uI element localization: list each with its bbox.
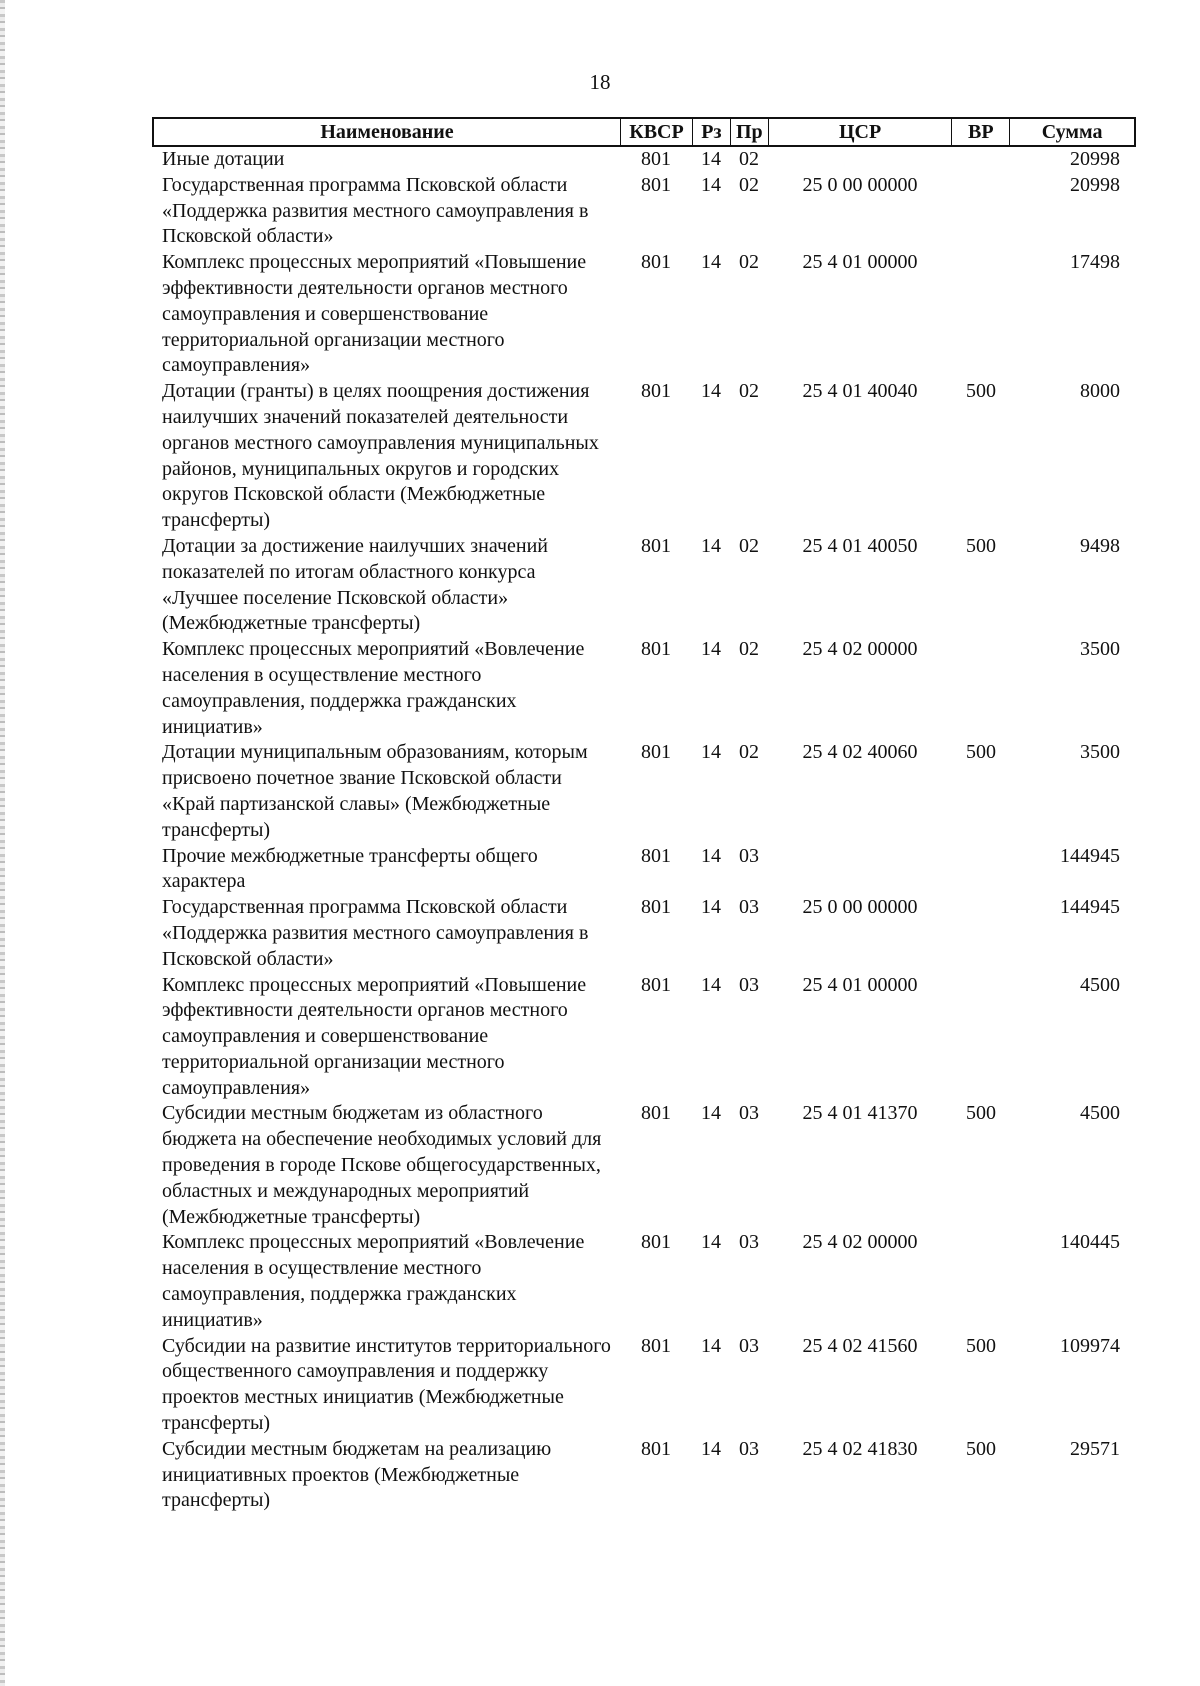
row-csr: 25 4 02 40060 [802, 741, 918, 764]
table-row [152, 250, 1136, 379]
table-row [152, 1101, 1136, 1230]
row-kvsr: 801 [641, 173, 671, 196]
row-rz: 14 [701, 741, 721, 764]
row-kvsr: 801 [641, 1437, 671, 1460]
header-vr: ВР [952, 119, 1010, 145]
row-sum: 109974 [1060, 1334, 1120, 1357]
header-pr: Пр [731, 119, 769, 145]
row-kvsr: 801 [641, 741, 671, 764]
header-csr: ЦСР [769, 119, 953, 145]
row-pr: 03 [739, 896, 759, 919]
row-name: Иные дотации [162, 148, 285, 170]
row-vr [952, 637, 1010, 740]
budget-table [152, 117, 1136, 1514]
row-pr: 02 [739, 251, 759, 274]
table-row [152, 147, 1136, 173]
row-kvsr: 801 [641, 534, 671, 557]
row-csr: 25 0 00 00000 [802, 896, 918, 919]
table-row [152, 379, 1136, 534]
row-vr: 500 [966, 380, 996, 403]
row-kvsr: 801 [641, 896, 671, 919]
table-header [152, 117, 1136, 147]
row-pr: 03 [739, 1102, 759, 1125]
table-row [152, 173, 1136, 250]
row-csr [768, 147, 952, 173]
row-csr: 25 4 02 00000 [802, 638, 918, 661]
row-pr: 02 [739, 534, 759, 557]
row-name: Субсидии местным бюджетам на реализацию инициативных проектов (Межбюджетные трансферты) [162, 1437, 552, 1512]
row-rz: 14 [701, 1102, 721, 1125]
row-sum: 17498 [1070, 251, 1120, 274]
row-kvsr: 801 [641, 1231, 671, 1254]
row-rz: 14 [701, 251, 721, 274]
table-row [152, 637, 1136, 740]
row-pr: 03 [739, 1231, 759, 1254]
row-name: Субсидии на развитие институтов территориального общественного самоуправления и поддержку проектов местных инициатив (Межбюджетные трансферты) [162, 1334, 611, 1435]
row-rz: 14 [701, 1231, 721, 1254]
row-vr [952, 895, 1010, 972]
header-sum: Сумма [1041, 121, 1103, 143]
row-csr: 25 4 01 41370 [802, 1102, 918, 1125]
row-kvsr: 801 [641, 638, 671, 661]
row-name: Дотации (гранты) в целях поощрения достижения наилучших значений показателей деятельности органов местного самоуправления муниципальных районов, муниципальных округов и городских округов Псковской области (Межбюджетные трансферты) [162, 380, 599, 532]
row-pr: 03 [739, 973, 759, 996]
row-kvsr: 801 [641, 1334, 671, 1357]
row-csr: 25 4 02 41560 [802, 1334, 918, 1357]
row-rz: 14 [701, 844, 721, 867]
row-sum: 144945 [1060, 844, 1120, 867]
row-sum: 3500 [1080, 638, 1120, 661]
row-pr: 02 [739, 148, 759, 170]
row-pr: 03 [739, 1334, 759, 1357]
row-vr: 500 [966, 741, 996, 764]
row-name: Дотации за достижение наилучших значений показателей по итогам областного конкурса «Лучшее поселение Псковской области» (Межбюджетные трансферты) [162, 534, 548, 635]
row-vr: 500 [966, 534, 996, 557]
row-pr: 03 [739, 1437, 759, 1460]
row-rz: 14 [701, 380, 721, 403]
row-kvsr: 801 [641, 380, 671, 403]
row-name: Комплекс процессных мероприятий «Повышение эффективности деятельности органов местного самоуправления и совершенствование территориальной организации местного самоуправления» [162, 973, 587, 1099]
row-rz: 14 [701, 1437, 721, 1460]
page-number: 18 [589, 70, 611, 94]
row-kvsr: 801 [641, 251, 671, 274]
table-row [152, 1437, 1136, 1514]
row-sum: 9498 [1080, 534, 1120, 557]
row-rz: 14 [701, 896, 721, 919]
row-vr: 500 [966, 1437, 996, 1460]
row-name: Государственная программа Псковской области «Поддержка развития местного самоуправления в Псковской области» [162, 896, 589, 970]
row-sum: 4500 [1080, 1102, 1120, 1125]
row-sum: 144945 [1060, 896, 1120, 919]
header-name: Наименование [154, 119, 621, 145]
table-row [152, 740, 1136, 843]
table-row [152, 1230, 1136, 1333]
row-csr: 25 4 01 00000 [802, 973, 918, 996]
row-vr [952, 1230, 1010, 1333]
row-vr [952, 973, 1010, 1102]
row-sum: 20998 [1070, 148, 1120, 170]
table-row [152, 895, 1136, 972]
row-csr: 25 4 01 40050 [802, 534, 918, 557]
row-csr: 25 0 00 00000 [802, 173, 918, 196]
row-vr [952, 173, 1010, 250]
header-rz: Рз [693, 119, 731, 145]
row-rz: 14 [701, 148, 721, 170]
row-name: Комплекс процессных мероприятий «Вовлечение населения в осуществление местного самоуправления, поддержка гражданских инициатив» [162, 638, 585, 738]
row-vr [952, 250, 1010, 379]
row-pr: 03 [739, 844, 759, 867]
row-sum: 4500 [1080, 973, 1120, 996]
row-rz: 14 [701, 973, 721, 996]
row-csr [768, 844, 952, 896]
table-row [152, 844, 1136, 896]
row-kvsr: 801 [641, 844, 671, 867]
row-csr: 25 4 02 00000 [802, 1231, 918, 1254]
row-kvsr: 801 [641, 148, 671, 170]
row-name: Дотации муниципальным образованиям, которым присвоено почетное звание Псковской области «Край партизанской славы» (Межбюджетные трансферты) [162, 741, 588, 841]
row-sum: 29571 [1070, 1437, 1120, 1460]
row-vr [952, 147, 1010, 173]
row-name: Государственная программа Псковской области «Поддержка развития местного самоуправления в Псковской области» [162, 173, 589, 248]
row-name: Субсидии местным бюджетам из областного бюджета на обеспечение необходимых условий для проведения в городе Пскове общегосударственных, областных и международных мероприятий (Межбюджетные трансферты) [162, 1102, 602, 1228]
row-pr: 02 [739, 741, 759, 764]
row-vr: 500 [966, 1102, 996, 1125]
row-csr: 25 4 01 40040 [802, 380, 918, 403]
row-rz: 14 [701, 534, 721, 557]
table-row [152, 973, 1136, 1102]
row-name: Комплекс процессных мероприятий «Вовлечение населения в осуществление местного самоуправления, поддержка гражданских инициатив» [162, 1231, 585, 1331]
row-rz: 14 [701, 173, 721, 196]
table-row [152, 1334, 1136, 1437]
table-body [152, 147, 1136, 1514]
row-pr: 02 [739, 173, 759, 196]
row-vr: 500 [966, 1334, 996, 1357]
row-csr: 25 4 02 41830 [802, 1437, 918, 1460]
row-name: Комплекс процессных мероприятий «Повышение эффективности деятельности органов местного самоуправления и совершенствование территориальной организации местного самоуправления» [162, 251, 587, 377]
row-name: Прочие межбюджетные трансферты общего характера [162, 844, 538, 893]
row-rz: 14 [701, 1334, 721, 1357]
row-sum: 3500 [1080, 741, 1120, 764]
row-sum: 20998 [1070, 173, 1120, 196]
row-vr [952, 844, 1010, 896]
table-row [152, 534, 1136, 637]
header-kvsr: КВСР [621, 119, 693, 145]
scan-edge [0, 0, 5, 1686]
row-sum: 8000 [1080, 380, 1120, 403]
row-pr: 02 [739, 380, 759, 403]
row-csr: 25 4 01 00000 [802, 251, 918, 274]
row-sum: 140445 [1060, 1231, 1120, 1254]
row-kvsr: 801 [641, 973, 671, 996]
row-pr: 02 [739, 638, 759, 661]
row-rz: 14 [701, 638, 721, 661]
row-kvsr: 801 [641, 1102, 671, 1125]
